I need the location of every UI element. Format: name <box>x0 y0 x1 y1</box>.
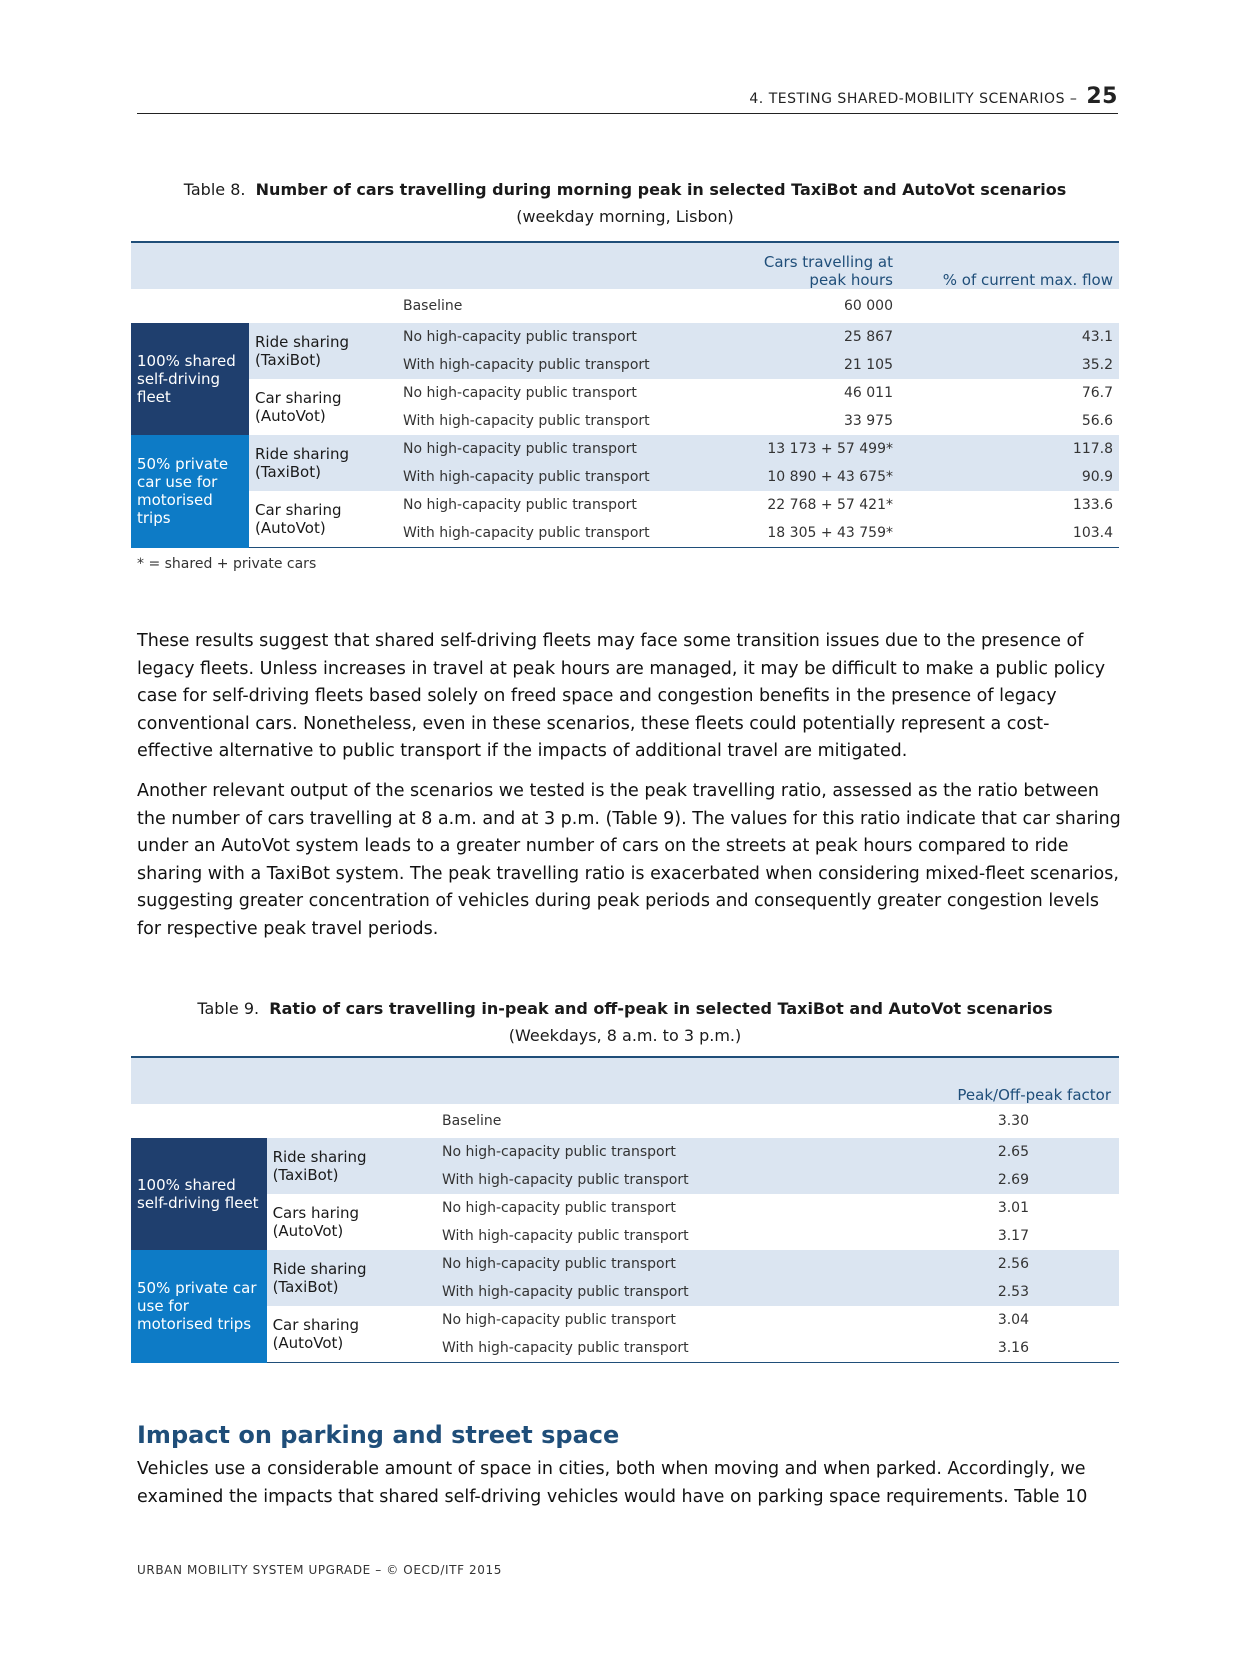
pct-value: 117.8 <box>901 435 1119 463</box>
baseline-pct <box>901 289 1119 323</box>
table9-header-row <box>131 1057 1119 1104</box>
table9-subtitle: (Weekdays, 8 a.m. to 3 p.m.) <box>508 1026 742 1045</box>
group-label: 50% private car use for motorised trips <box>131 435 249 548</box>
body-paragraph: Another relevant output of the scenarios we tested is the peak travelling ratio, assessed as the ratio between the number of cars travelling at 8 a.m. and at 3 p.m. (Table 9). The values for this ratio indicate that car sharing under an AutoVot system leads to a greater number of cars on the streets at peak hours compared to ride sharing with a TaxiBot system. The peak travelling ratio is exacerbated when considering mixed-fleet scenarios, suggesting greater concentration of vehicles during peak periods and consequently greater congestion levels for respective peak travel periods. <box>137 781 1121 939</box>
scenario-label: With high-capacity public transport <box>432 1166 823 1194</box>
page-footer: URBAN MOBILITY SYSTEM UPGRADE – © OECD/ITF 2015 <box>137 1563 502 1577</box>
factor-value: 2.56 <box>823 1250 1119 1278</box>
baseline-label: Baseline <box>432 1104 823 1138</box>
group-label: 100% shared self-driving fleet <box>131 1138 267 1250</box>
baseline-value: 60 000 <box>733 289 901 323</box>
subgroup-label: Car sharing (AutoVot) <box>249 491 393 548</box>
table8-title: Number of cars travelling during morning peak in selected TaxiBot and AutoVot scenarios <box>255 180 1067 199</box>
table8-header-row <box>131 242 1119 289</box>
subgroup-label: Car sharing (AutoVot) <box>267 1306 432 1363</box>
cars-value: 25 867 <box>733 323 901 351</box>
pct-value: 90.9 <box>901 463 1119 491</box>
body-paragraph: These results suggest that shared self-driving fleets may face some transition issues due to the presence of legacy fleets. Unless increases in travel at peak hours are managed, it may be difficult to make a public policy case for self-driving fleets based solely on freed space and congestion benefits in the presence of legacy conventional cars. Nonetheless, even in these scenarios, these fleets could potentially represent a cost-effective alternative to public transport if the impacts of additional travel are mitigated. <box>137 631 1106 761</box>
factor-value: 3.04 <box>823 1306 1119 1334</box>
scenario-label: No high-capacity public transport <box>393 379 733 407</box>
subgroup-label: Ride sharing (TaxiBot) <box>249 435 393 491</box>
cars-value: 18 305 + 43 759* <box>733 519 901 548</box>
running-head <box>749 84 1118 109</box>
body-paragraph: Vehicles use a considerable amount of space in cities, both when moving and when parked. Accordingly, we examined the impacts that shared self-driving vehicles would have on parking space requirements. Table 10 <box>137 1459 1088 1507</box>
scenario-label: No high-capacity public transport <box>432 1306 823 1334</box>
pct-value: 76.7 <box>901 379 1119 407</box>
factor-value: 3.01 <box>823 1194 1119 1222</box>
table8-label: Table 8. <box>183 180 246 199</box>
baseline-value: 3.30 <box>823 1104 1119 1138</box>
subgroup-label: Cars haring (AutoVot) <box>267 1194 432 1250</box>
table-row <box>131 1194 1119 1222</box>
scenario-label: No high-capacity public transport <box>432 1250 823 1278</box>
table9-baseline-row <box>131 1104 1119 1138</box>
group-label: 100% shared self-driving fleet <box>131 323 249 435</box>
table8-subtitle: (weekday morning, Lisbon) <box>516 207 734 226</box>
factor-value: 2.69 <box>823 1166 1119 1194</box>
page-header <box>137 80 1118 114</box>
pct-value: 133.6 <box>901 491 1119 519</box>
table8-caption <box>130 176 1120 230</box>
subgroup-label: Ride sharing (TaxiBot) <box>267 1250 432 1306</box>
subgroup-label: Car sharing (AutoVot) <box>249 379 393 435</box>
table-row <box>131 1138 1119 1166</box>
group-label: 50% private car use for motorised trips <box>131 1250 267 1363</box>
table-row <box>131 379 1119 407</box>
table8-footnote: * = shared + private cars <box>137 556 317 572</box>
page-number: 25 <box>1086 84 1118 109</box>
scenario-label: No high-capacity public transport <box>432 1138 823 1166</box>
table9-title: Ratio of cars travelling in-peak and off-peak in selected TaxiBot and AutoVot scenarios <box>269 999 1053 1018</box>
table8-col-pct: % of current max. flow <box>901 242 1119 289</box>
scenario-label: With high-capacity public transport <box>432 1278 823 1306</box>
table-row <box>131 491 1119 519</box>
subgroup-label: Ride sharing (TaxiBot) <box>249 323 393 379</box>
factor-value: 3.16 <box>823 1334 1119 1363</box>
scenario-label: With high-capacity public transport <box>393 463 733 491</box>
header-section: 4. TESTING SHARED-MOBILITY SCENARIOS – <box>749 91 1078 107</box>
cars-value: 22 768 + 57 421* <box>733 491 901 519</box>
factor-value: 2.65 <box>823 1138 1119 1166</box>
table9-label: Table 9. <box>197 999 260 1018</box>
scenario-label: With high-capacity public transport <box>393 519 733 548</box>
section-heading: Impact on parking and street space <box>137 1421 620 1449</box>
scenario-label: With high-capacity public transport <box>393 407 733 435</box>
scenario-label: No high-capacity public transport <box>393 435 733 463</box>
table8-baseline-row <box>131 289 1119 323</box>
subgroup-label: Ride sharing (TaxiBot) <box>267 1138 432 1194</box>
table9-caption <box>130 995 1120 1049</box>
table9-col-factor: Peak/Off-peak factor <box>823 1057 1119 1104</box>
factor-value: 2.53 <box>823 1278 1119 1306</box>
table-row <box>131 1306 1119 1334</box>
pct-value: 103.4 <box>901 519 1119 548</box>
scenario-label: With high-capacity public transport <box>432 1222 823 1250</box>
scenario-label: No high-capacity public transport <box>393 323 733 351</box>
pct-value: 56.6 <box>901 407 1119 435</box>
cars-value: 13 173 + 57 499* <box>733 435 901 463</box>
baseline-label: Baseline <box>393 289 733 323</box>
pct-value: 43.1 <box>901 323 1119 351</box>
factor-value: 3.17 <box>823 1222 1119 1250</box>
table8-col-cars: Cars travelling at peak hours <box>733 242 901 289</box>
table9 <box>131 1056 1119 1363</box>
cars-value: 46 011 <box>733 379 901 407</box>
scenario-label: No high-capacity public transport <box>432 1194 823 1222</box>
scenario-label: With high-capacity public transport <box>393 351 733 379</box>
table-row <box>131 435 1119 463</box>
cars-value: 10 890 + 43 675* <box>733 463 901 491</box>
table-row <box>131 323 1119 351</box>
pct-value: 35.2 <box>901 351 1119 379</box>
cars-value: 21 105 <box>733 351 901 379</box>
scenario-label: No high-capacity public transport <box>393 491 733 519</box>
scenario-label: With high-capacity public transport <box>432 1334 823 1363</box>
table-row <box>131 1250 1119 1278</box>
table8 <box>131 241 1119 548</box>
cars-value: 33 975 <box>733 407 901 435</box>
